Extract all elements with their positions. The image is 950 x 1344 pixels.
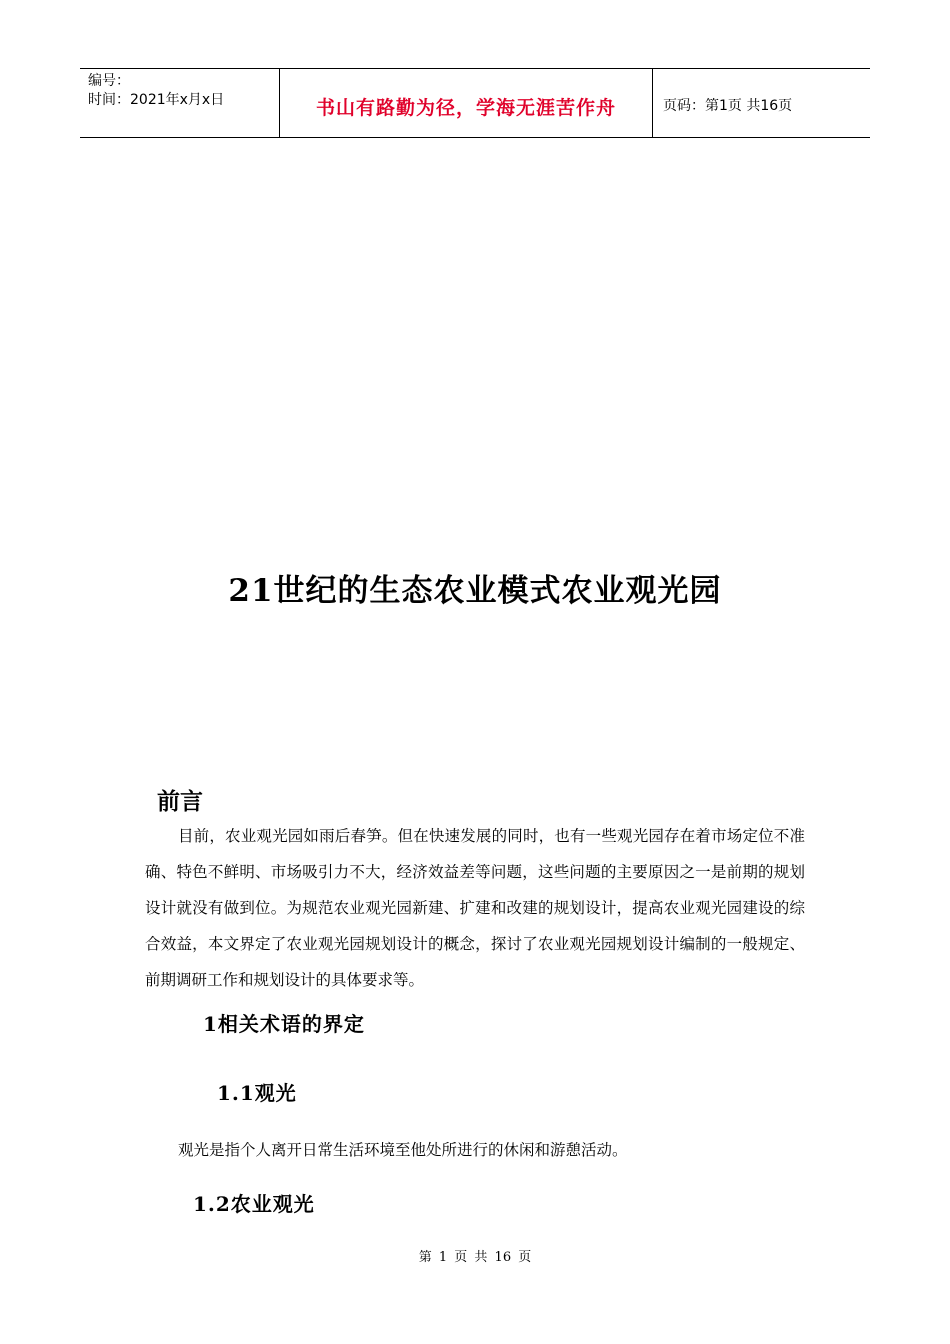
header-meta-cell [80,69,280,137]
section-1-1-paragraph: 观光是指个人离开日常生活环境至他处所进行的休闲和游憩活动。 [178,1141,628,1159]
section-1-heading: 1相关术语的界定 [203,1012,365,1036]
section-1-2-heading: 1.2农业观光 [193,1192,315,1216]
header-table [80,68,870,138]
page-info: 页码：第1页 共16页 [663,98,793,114]
page-footer: 第 1 页 共 16 页 [418,1250,532,1265]
preface-heading: 前言 [157,789,203,815]
time-label: 时间：2021年x月x日 [88,92,225,108]
preface-paragraph: 目前，农业观光园如雨后春笋。但在快速发展的同时，也有一些观光园存在着市场定位不准确、特色不鲜明、市场吸引力不大，经济效益差等问题，这些问题的主要原因之一是前期的规划设计就没有做到位。为规范农业观光园新建、扩建和改建的规划设计，提高农业观光园建设的综合效益，本文界定了农业观光园规划设计的概念，探讨了农业观光园规划设计编制的一般规定、前期调研工作和规划设计的具体要求等。 [145,827,805,989]
header-page-cell [653,69,870,137]
motto-text: 书山有路勤为径，学海无涯苦作舟 [315,96,616,119]
header-motto-cell [280,69,653,137]
document-title: 21世纪的生态农业模式农业观光园 [228,573,722,609]
section-1-1-heading: 1.1观光 [217,1081,297,1105]
number-label: 编号： [88,73,130,89]
